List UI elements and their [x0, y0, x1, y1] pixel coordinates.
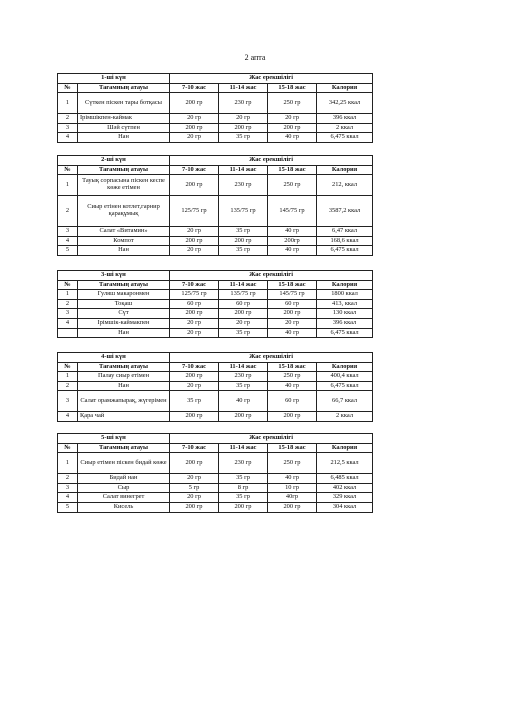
row-no: 3: [58, 483, 78, 493]
age-group-label: Жас ерекшілігі: [170, 156, 373, 166]
day-table-2: [57, 155, 373, 256]
row-no: 1: [58, 372, 78, 382]
col-food-name: Тағамның атауы: [78, 83, 170, 93]
row-age3: 200гр: [268, 236, 317, 246]
row-age1: 200 гр: [170, 236, 219, 246]
col-age-7-10: 7-10 жас: [170, 165, 219, 175]
col-age-15-18: 15-18 жас: [268, 362, 317, 372]
row-name: Ірімшікпен-каймак: [78, 114, 170, 124]
table-row: [58, 246, 373, 256]
row-calorie: 2 ккал: [317, 412, 373, 422]
row-calorie: 2 ккал: [317, 123, 373, 133]
col-calorie: Калория: [317, 362, 373, 372]
row-age3: 40 гр: [268, 227, 317, 237]
row-calorie: 396 ккал: [317, 318, 373, 328]
table-row: [58, 318, 373, 328]
row-age2: 20 гр: [219, 114, 268, 124]
row-name: Салат винегрет: [78, 493, 170, 503]
row-age3: 200 гр: [268, 123, 317, 133]
row-age2: 40 гр: [219, 391, 268, 412]
age-group-label: Жас ерекшілігі: [170, 434, 373, 444]
col-no: №: [58, 165, 78, 175]
row-age1: 20 гр: [170, 328, 219, 338]
day-table-3: [57, 270, 373, 338]
table-row: [58, 133, 373, 143]
row-name: Салат орамжапырақ, жүгерімен: [78, 391, 170, 412]
row-calorie: 6,475 ккал: [317, 328, 373, 338]
row-age2: 35 гр: [219, 493, 268, 503]
page-title: 2 апта: [244, 53, 266, 62]
col-age-7-10: 7-10 жас: [170, 83, 219, 93]
col-age-11-14: 11-14 жас: [219, 280, 268, 290]
row-calorie: 66,7 ккал: [317, 391, 373, 412]
row-age1: 200 гр: [170, 412, 219, 422]
row-age1: 20 гр: [170, 227, 219, 237]
age-group-label: Жас ерекшілігі: [170, 74, 373, 84]
table-row: [58, 196, 373, 227]
row-name: Кисель: [78, 502, 170, 512]
row-age3: 200 гр: [268, 309, 317, 319]
row-age1: 20 гр: [170, 474, 219, 484]
col-age-11-14: 11-14 жас: [219, 165, 268, 175]
row-age2: 200 гр: [219, 123, 268, 133]
age-group-label: Жас ерекшілігі: [170, 353, 373, 363]
col-age-15-18: 15-18 жас: [268, 280, 317, 290]
row-calorie: 329 ккал: [317, 493, 373, 503]
col-calorie: Калория: [317, 83, 373, 93]
row-age1: 200 гр: [170, 453, 219, 474]
row-age2: 230 гр: [219, 372, 268, 382]
row-name: Нан: [78, 381, 170, 391]
table-row: [58, 290, 373, 300]
row-name: Сүткен піскен тары ботқасы: [78, 93, 170, 114]
row-no: 4: [58, 412, 78, 422]
table-row: [58, 483, 373, 493]
row-no: 2: [58, 381, 78, 391]
row-age3: 40 гр: [268, 474, 317, 484]
row-name: Компот: [78, 236, 170, 246]
row-age2: 200 гр: [219, 309, 268, 319]
col-no: №: [58, 362, 78, 372]
row-calorie: 3587,2 ккал: [317, 196, 373, 227]
table-row: [58, 474, 373, 484]
row-name: Сиыр етімен піскен бидай көже: [78, 453, 170, 474]
row-name: Тауық сорпасына піскен кеспе көже етімен: [78, 175, 170, 196]
row-name: Сүт: [78, 309, 170, 319]
day-label: 3-ші күн: [58, 271, 170, 281]
row-age1: 35 гр: [170, 391, 219, 412]
row-name: Салат «Витамин»: [78, 227, 170, 237]
col-no: №: [58, 443, 78, 453]
col-age-11-14: 11-14 жас: [219, 443, 268, 453]
row-name: Нан: [78, 133, 170, 143]
row-age3: 40 гр: [268, 246, 317, 256]
row-age3: 250 гр: [268, 453, 317, 474]
row-age2: 60 гр: [219, 299, 268, 309]
row-name: Қара чай: [78, 412, 170, 422]
row-age3: 20 гр: [268, 114, 317, 124]
row-age3: 145/75 гр: [268, 290, 317, 300]
table-row: [58, 412, 373, 422]
col-calorie: Калория: [317, 443, 373, 453]
row-age1: 20 гр: [170, 493, 219, 503]
row-age2: 35 гр: [219, 474, 268, 484]
row-age2: 8 гр: [219, 483, 268, 493]
table-row: [58, 123, 373, 133]
row-calorie: 6,475 ккал: [317, 133, 373, 143]
col-no: №: [58, 280, 78, 290]
row-age1: 200 гр: [170, 502, 219, 512]
row-calorie: 1800 ккал: [317, 290, 373, 300]
row-calorie: 6,475 ккал: [317, 246, 373, 256]
row-age1: 200 гр: [170, 93, 219, 114]
row-name: Сыр: [78, 483, 170, 493]
table-row: [58, 309, 373, 319]
age-group-label: Жас ерекшілігі: [170, 271, 373, 281]
day-table-5: [57, 433, 373, 513]
row-age1: 5 гр: [170, 483, 219, 493]
day-label: 5-ші күн: [58, 434, 170, 444]
row-age2: 35 гр: [219, 328, 268, 338]
table-row: [58, 299, 373, 309]
row-calorie: 6,485 ккал: [317, 474, 373, 484]
table-row: [58, 328, 373, 338]
row-age1: 125/75 гр: [170, 196, 219, 227]
row-age3: 250 гр: [268, 175, 317, 196]
row-calorie: 212,5 ккал: [317, 453, 373, 474]
row-age3: 10 гр: [268, 483, 317, 493]
row-age2: 230 гр: [219, 93, 268, 114]
row-no: 5: [58, 502, 78, 512]
row-age1: 20 гр: [170, 318, 219, 328]
row-no: 2: [58, 114, 78, 124]
row-age2: 35 гр: [219, 133, 268, 143]
row-name: Бидай нан: [78, 474, 170, 484]
row-age1: 200 гр: [170, 175, 219, 196]
row-age2: 200 гр: [219, 236, 268, 246]
row-no: 1: [58, 175, 78, 196]
row-name: Палау сиыр етімен: [78, 372, 170, 382]
row-calorie: 413, ккал: [317, 299, 373, 309]
row-no: 2: [58, 299, 78, 309]
row-no: 5: [58, 246, 78, 256]
row-no: 1: [58, 290, 78, 300]
table-row: [58, 391, 373, 412]
row-name: Шәй сүтпен: [78, 123, 170, 133]
row-calorie: 402 ккал: [317, 483, 373, 493]
row-no: 1: [58, 93, 78, 114]
table-row: [58, 502, 373, 512]
row-no: 4: [58, 318, 78, 328]
row-calorie: 6,47 ккал: [317, 227, 373, 237]
table-row: [58, 227, 373, 237]
row-age2: 230 гр: [219, 175, 268, 196]
col-age-7-10: 7-10 жас: [170, 443, 219, 453]
col-food-name: Тағамның атауы: [78, 165, 170, 175]
row-no: 3: [58, 391, 78, 412]
col-age-15-18: 15-18 жас: [268, 443, 317, 453]
row-age3: 40 гр: [268, 133, 317, 143]
row-age3: 200 гр: [268, 502, 317, 512]
row-no: 2: [58, 196, 78, 227]
row-age3: 200 гр: [268, 412, 317, 422]
row-age3: 20 гр: [268, 318, 317, 328]
row-age3: 145/75 гр: [268, 196, 317, 227]
row-name: Гуляш макаронмен: [78, 290, 170, 300]
row-age1: 125/75 гр: [170, 290, 219, 300]
col-age-15-18: 15-18 жас: [268, 83, 317, 93]
row-calorie: 130 ккал: [317, 309, 373, 319]
row-no: 3: [58, 123, 78, 133]
row-age2: 135/75 гр: [219, 290, 268, 300]
row-no: 4: [58, 133, 78, 143]
table-row: [58, 93, 373, 114]
col-age-7-10: 7-10 жас: [170, 280, 219, 290]
table-row: [58, 453, 373, 474]
row-age1: 200 гр: [170, 123, 219, 133]
col-calorie: Калория: [317, 165, 373, 175]
row-name: Нан: [78, 246, 170, 256]
table-row: [58, 381, 373, 391]
row-age3: 60 гр: [268, 391, 317, 412]
row-age2: 200 гр: [219, 412, 268, 422]
row-age3: 60 гр: [268, 299, 317, 309]
row-calorie: 304 ккал: [317, 502, 373, 512]
row-no: 1: [58, 453, 78, 474]
day-label: 2-ші күн: [58, 156, 170, 166]
row-no: 3: [58, 309, 78, 319]
col-age-11-14: 11-14 жас: [219, 83, 268, 93]
row-age1: 20 гр: [170, 133, 219, 143]
table-row: [58, 114, 373, 124]
row-age3: 250 гр: [268, 372, 317, 382]
table-row: [58, 236, 373, 246]
row-name: Нан: [78, 328, 170, 338]
col-food-name: Тағамның атауы: [78, 362, 170, 372]
col-food-name: Тағамның атауы: [78, 443, 170, 453]
col-age-15-18: 15-18 жас: [268, 165, 317, 175]
day-table-4: [57, 352, 373, 422]
row-age3: 40 гр: [268, 328, 317, 338]
row-age1: 200 гр: [170, 372, 219, 382]
row-name: Тоқаш: [78, 299, 170, 309]
row-age2: 35 гр: [219, 246, 268, 256]
table-row: [58, 493, 373, 503]
row-age2: 20 гр: [219, 318, 268, 328]
row-calorie: 212, ккал: [317, 175, 373, 196]
row-age2: 200 гр: [219, 502, 268, 512]
row-age3: 250 гр: [268, 93, 317, 114]
table-row: [58, 372, 373, 382]
row-calorie: 6,475 ккал: [317, 381, 373, 391]
row-calorie: 342,25 ккал: [317, 93, 373, 114]
row-no: [58, 328, 78, 338]
row-age3: 40 гр: [268, 381, 317, 391]
row-age2: 35 гр: [219, 227, 268, 237]
row-no: 2: [58, 474, 78, 484]
row-age1: 20 гр: [170, 381, 219, 391]
row-no: 4: [58, 493, 78, 503]
col-age-11-14: 11-14 жас: [219, 362, 268, 372]
row-age3: 40гр: [268, 493, 317, 503]
day-table-1: [57, 73, 373, 143]
row-age1: 60 гр: [170, 299, 219, 309]
row-calorie: 168,6 ккал: [317, 236, 373, 246]
row-age1: 20 гр: [170, 246, 219, 256]
row-age2: 135/75 гр: [219, 196, 268, 227]
row-name: Ірімшік-каймакпен: [78, 318, 170, 328]
row-age1: 200 гр: [170, 309, 219, 319]
day-label: 1-ші күн: [58, 74, 170, 84]
row-name: Сиыр етінен котлет,гарнир қарақұмық: [78, 196, 170, 227]
row-calorie: 396 ккал: [317, 114, 373, 124]
row-age1: 20 гр: [170, 114, 219, 124]
col-calorie: Калория: [317, 280, 373, 290]
row-age2: 230 гр: [219, 453, 268, 474]
table-row: [58, 175, 373, 196]
col-food-name: Тағамның атауы: [78, 280, 170, 290]
row-no: 3: [58, 227, 78, 237]
row-age2: 35 гр: [219, 381, 268, 391]
col-age-7-10: 7-10 жас: [170, 362, 219, 372]
day-label: 4-ші күн: [58, 353, 170, 363]
row-calorie: 400,4 ккал: [317, 372, 373, 382]
col-no: №: [58, 83, 78, 93]
row-no: 4: [58, 236, 78, 246]
